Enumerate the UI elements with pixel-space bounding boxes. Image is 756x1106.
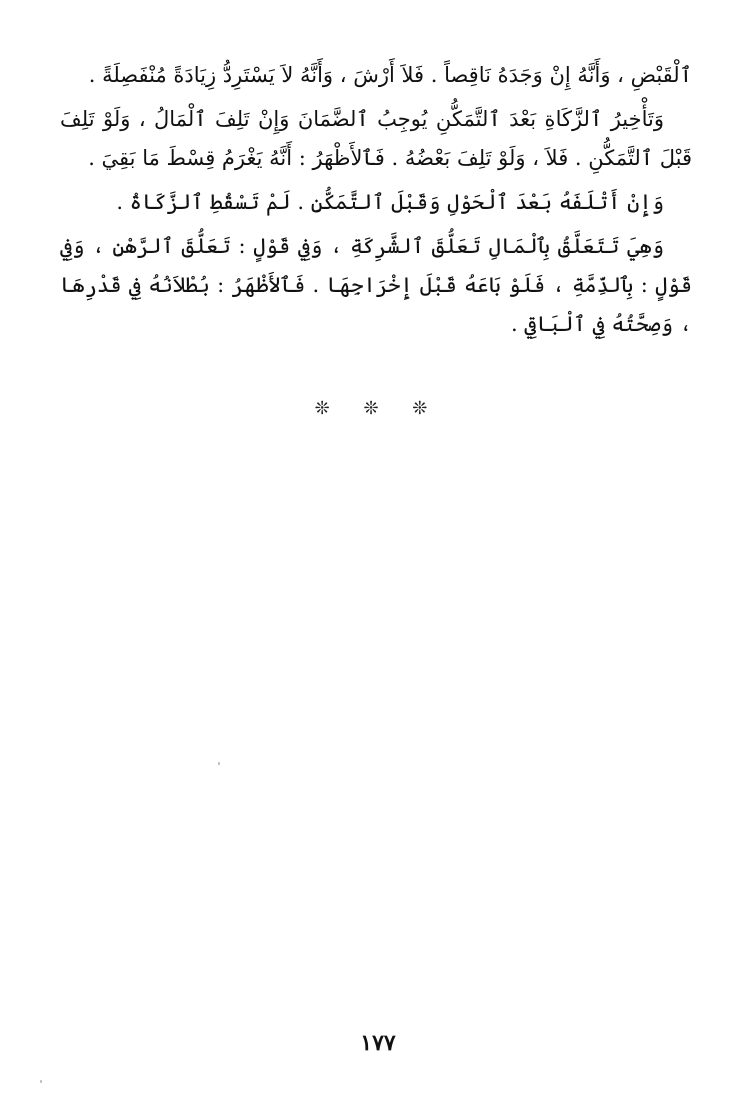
paragraph-zakat-delay: وَتَأْخِيرُ ٱلزَّكَاةِ بَعْدَ ٱلتَّمَكُّنِ يُوجِبُ ٱلضَّمَانَ وَإِنْ تَلِفَ ٱلْمَالُ ، وَلَوْ تَلِفَ قَبْلَ ٱلتَّمَكُّنِ . فَلاَ ، وَلَوْ تَلِفَ بَعْضُهُ . فَٱلأَظْهَرُ : أَنَّهُ يَغْرَمُ قِسْطَ مَا بَقِيَ . — [60, 107, 692, 170]
page-number: ١٧٧ — [360, 1030, 396, 1056]
paragraph-zakat-attachment: وَهِيَ تَتَعَلَّقُ بِٱلْمَالِ تَعَلُّقَ ٱلشَّرِكَةِ ، وَفِي قَوْلٍ : تَعَلُّقَ ٱلرَّهْنِ ، وَفِي قَوْلٍ : بِٱلذِّمَّةِ ، فَلَوْ بَاعَهُ قَبْلَ إِخْرَاجِهَا . فَٱلأَظْهَرُ : بُطْلاَنُهُ فِي قَدْرِهَا ، وَصِحَّتُهُ فِي ٱلْبَاقِي . — [60, 234, 692, 336]
paragraph-continuation: ٱلْقَبْضِ ، وَأَنَّهُ إِنْ وَجَدَهُ نَاقِصاً . فَلاَ أَرْشَ ، وَأَنَّهُ لاَ يَسْتَرِدُّ زِيَادَةً مُنْفَصِلَةً . — [88, 63, 692, 87]
scan-speck — [40, 1080, 42, 1083]
scan-speck — [218, 762, 220, 765]
paragraph-zakat-destroy: وَإِنْ أَتْلَفَهُ بَعْدَ ٱلْحَوْلِ وَقَبْلَ ٱلتَّمَكُّنِ . لَمْ تَسْقُطِ ٱلزَّكَاةُ . — [116, 190, 664, 214]
section-separator: ❊ ❊ ❊ — [314, 398, 442, 419]
main-text — [60, 56, 692, 349]
